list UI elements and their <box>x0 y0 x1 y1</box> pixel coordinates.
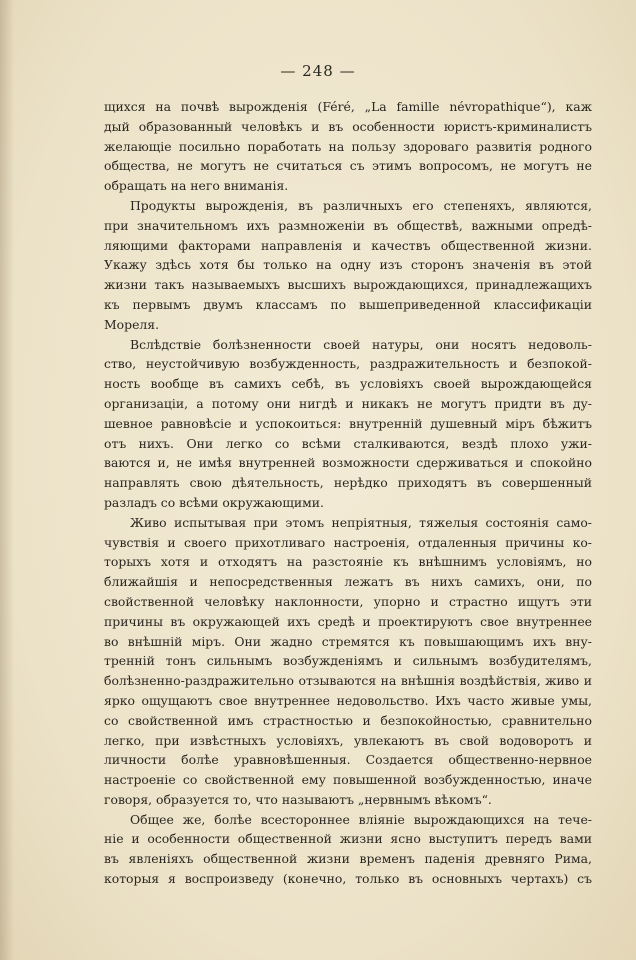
text-line: отъ нихъ. Они легко со всѣми сталкиваются, вездѣ плохо ужи- <box>104 435 592 451</box>
text-line: настроеніе со свойственной ему повышенной возбужденностью, иначе <box>104 772 592 788</box>
text-line: личности болѣе уравновѣшенныя. Создается общественно-нервное <box>104 752 592 768</box>
text-line: торыхъ хотя и отходятъ на разстояніе къ внѣшнимъ условіямъ, но <box>104 554 592 570</box>
text-line: Укажу здѣсь хотя бы только на одну изъ сторонъ значенія въ этой <box>104 257 592 273</box>
text-line: со свойственной имъ страстностью и безпокойностью, сравнительно <box>104 712 592 728</box>
text-line: къ первымъ двумъ классамъ по вышеприведенной классификаціи <box>104 296 592 312</box>
text-line: чувствія и своего прихотливаго настроенія, отдаленныя причины ко- <box>104 534 592 550</box>
text-line: въ явленіяхъ общественной жизни временъ паденія древняго Рима, <box>104 851 592 867</box>
binding-shadow <box>0 0 14 960</box>
text-line: говоря, образуется то, что называютъ „нервнымъ вѣкомъ“. <box>104 791 492 807</box>
text-line: обращать на него вниманія. <box>104 178 289 194</box>
paragraph <box>104 97 592 196</box>
text-line: ство, неустойчивую возбужденность, раздражительность и безпокой- <box>104 356 592 372</box>
text-line: щихся на почвѣ вырожденія (Féré, „La famille névropathique“), каж <box>104 99 592 114</box>
text-line: ваются и, не имѣя внутренней возможности сдерживаться и спокойно <box>104 455 592 471</box>
paragraph <box>104 335 592 513</box>
text-line: Вслѣдствіе болѣзненности своей натуры, они носятъ недоволь- <box>130 336 592 352</box>
text-line: Мореля. <box>104 316 160 332</box>
text-line: ніе и особенности общественной жизни ясно выступитъ передъ вами <box>104 831 592 847</box>
text-line: направлять свою дѣятельность, нерѣдко приходятъ въ совершенный <box>104 475 592 491</box>
text-line: шевное равновѣсіе и успокоиться: внутренній душевный міръ бѣжитъ <box>104 415 592 431</box>
text-line: свойственной человѣку наклонности, упорно и страстно ищутъ эти <box>104 593 592 609</box>
text-line: разладъ со всѣми окружающими. <box>104 494 324 510</box>
paragraph <box>104 810 592 889</box>
text-line: организаціи, а потому они нигдѣ и никакъ не могутъ придти въ ду- <box>104 395 592 411</box>
paragraph <box>104 513 592 810</box>
text-line: Живо испытывая при этомъ непріятныя, тяжелыя состоянія само- <box>130 514 592 530</box>
text-line: Общее же, болѣе всестороннее вліяніе вырождающихся на тече- <box>130 811 592 827</box>
text-line: ярко ощущаютъ свое внутреннее недовольство. Ихъ часто живые умы, <box>104 692 592 708</box>
text-line: причины въ окружающей ихъ средѣ и проектируютъ свое внутреннее <box>104 613 592 629</box>
text-line: ближайшія и непосредственныя лежатъ въ нихъ самихъ, они, по <box>104 574 592 590</box>
text-line: во внѣшній міръ. Они жадно стремятся къ повышающимъ ихъ вну- <box>104 633 592 649</box>
body-text <box>104 97 592 889</box>
text-line: жизни такъ называемыхъ высшихъ вырождающихся, принадлежащихъ <box>104 277 592 293</box>
text-line: Продукты вырожденія, въ различныхъ его степеняхъ, являются, <box>130 197 592 213</box>
page-number: — 248 — <box>280 62 356 80</box>
text-line: ность вообще въ самихъ себѣ, въ условіяхъ своей вырождающейся <box>104 376 592 392</box>
text-line: которыя я воспроизведу (конечно, только въ основныхъ чертахъ) съ <box>104 871 592 887</box>
text-line: ляющими факторами направленія и качествъ общественной жизни. <box>104 237 592 253</box>
text-line: желающіе посильно поработать на пользу здороваго развитія родного <box>104 138 592 154</box>
text-line: общества, не могутъ не считаться съ этимъ вопросомъ, не могутъ не <box>104 158 592 174</box>
text-line: легко, при извѣстныхъ условіяхъ, увлекаютъ въ свой водоворотъ и <box>104 732 592 748</box>
text-line: дый образованный человѣкъ и въ особенности юристъ-криминалистъ <box>104 118 592 134</box>
text-line: болѣзненно-раздражительно отзываются на внѣшнія воздѣйствія, живо и <box>104 673 592 689</box>
paragraph <box>104 196 592 335</box>
text-line: тренній тонъ сильнымъ возбужденіямъ и сильнымъ возбудителямъ, <box>104 653 592 669</box>
text-line: при значительномъ ихъ размноженіи въ обществѣ, важными опредѣ- <box>104 217 592 233</box>
